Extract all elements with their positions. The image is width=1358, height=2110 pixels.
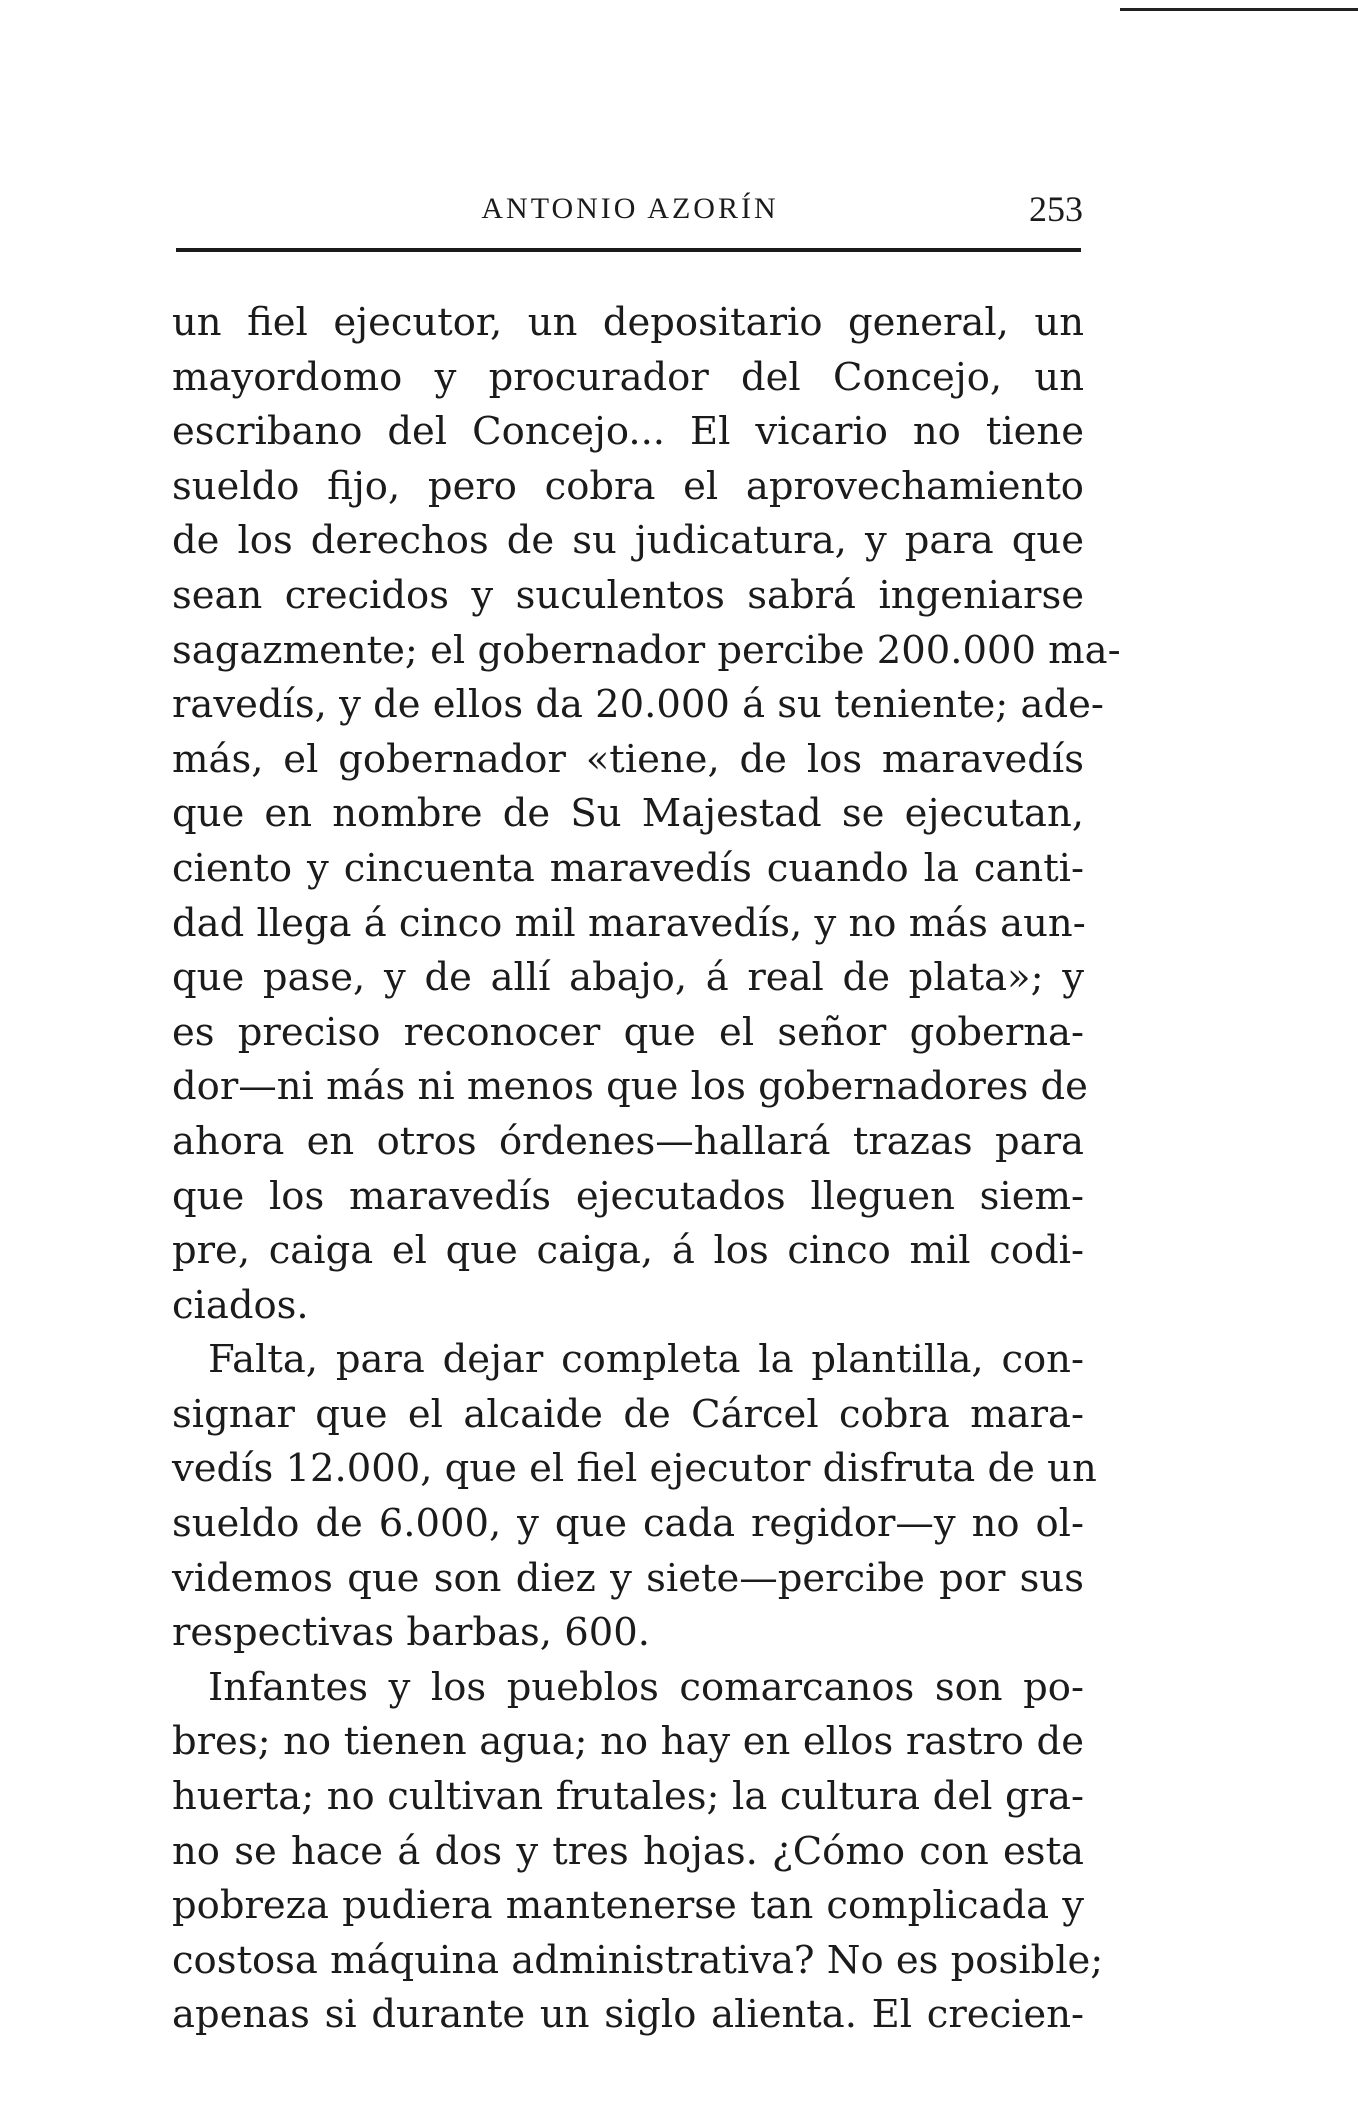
text-line: que en nombre de Su Majestad se ejecutan, [172,791,1084,837]
text-line: escribano del Concejo... El vicario no tiene [172,409,1084,455]
text-line: ahora en otros órdenes—hallará trazas para [172,1118,1084,1164]
text-line: dor—ni más ni menos que los gobernadores de [172,1064,1088,1110]
text-line: bres; no tienen agua; no hay en ellos rastro de [172,1719,1084,1765]
page-header [175,189,1085,236]
text-line: huerta; no cultivan frutales; la cultura del gra- [172,1774,1084,1820]
text-line: apenas si durante un siglo alienta. El crecien- [172,1992,1084,2038]
text-line: respectivas barbas, 600. [172,1610,650,1656]
scan-edge-rule [1120,8,1358,11]
text-line: videmos que son diez y siete—percibe por sus [172,1555,1084,1601]
text-line: mayordomo y procurador del Concejo, un [172,354,1084,400]
text-line: dad llega á cinco mil maravedís, y no más aun- [172,900,1086,946]
text-line: signar que el alcaide de Cárcel cobra mara- [172,1391,1084,1437]
text-line: más, el gobernador «tiene, de los maravedís [172,736,1084,782]
text-line: sueldo de 6.000, y que cada regidor—y no ol- [172,1501,1084,1547]
text-line: no se hace á dos y tres hojas. ¿Cómo con esta [172,1828,1084,1874]
text-line: ciento y cincuenta maravedís cuando la canti- [172,845,1084,891]
text-line: Infantes y los pueblos comarcanos son po- [208,1664,1084,1710]
text-line: vedís 12.000, que el fiel ejecutor disfruta de un [172,1446,1097,1492]
text-line: de los derechos de su judicatura, y para que [172,518,1084,564]
header-rule [176,248,1081,252]
text-line: sueldo fijo, pero cobra el aprovechamiento [172,463,1084,509]
body-text [172,296,1121,2043]
text-line: costosa máquina administrativa? No es posible; [172,1937,1104,1983]
text-line: pre, caiga el que caiga, á los cinco mil codi- [172,1228,1084,1274]
text-line: sagazmente; el gobernador percibe 200.000 ma- [172,627,1121,673]
text-line: sean crecidos y suculentos sabrá ingeniarse [172,572,1084,618]
text-line: ciados. [172,1282,309,1328]
text-line: Falta, para dejar completa la plantilla, con- [208,1337,1084,1383]
running-head: ANTONIO AZORÍN [481,192,779,225]
text-line: ravedís, y de ellos da 20.000 á su teniente; ade- [172,682,1104,728]
text-line: es preciso reconocer que el señor goberna- [172,1009,1084,1055]
text-line: un fiel ejecutor, un depositario general, un [172,300,1084,345]
text-line: que pase, y de allí abajo, á real de plata»; y [172,955,1084,1001]
text-line: que los maravedís ejecutados lleguen siem- [172,1173,1084,1219]
page-number: 253 [1029,189,1083,229]
text-line: pobreza pudiera mantenerse tan complicada y [172,1883,1084,1929]
